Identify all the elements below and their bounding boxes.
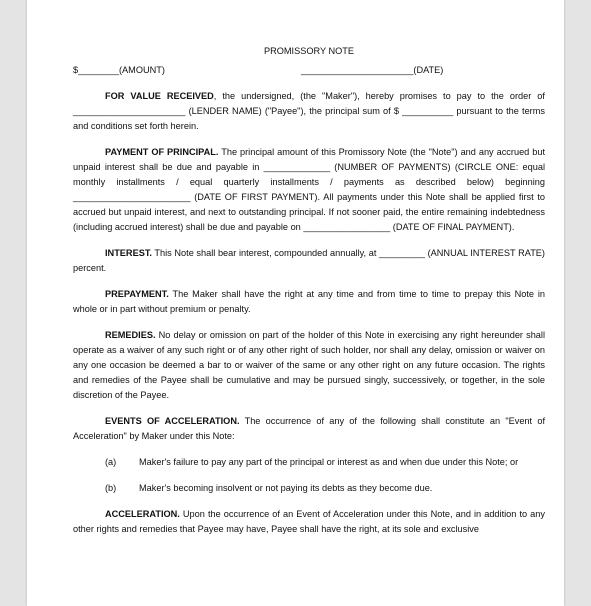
date-field: ______________________(DATE): [301, 65, 444, 75]
paragraph-remedies: [73, 328, 545, 403]
paragraph-events-of-acceleration: [73, 414, 545, 444]
paragraph-value-received: [73, 89, 545, 134]
paragraph-heading: INTEREST.: [105, 248, 152, 258]
document-title: PROMISSORY NOTE: [263, 46, 355, 56]
paragraph-text: The Maker shall have the right at any time and from time to time to prepay this Note in whole or in part without premium or penalty.: [73, 289, 545, 314]
paragraph-interest: [73, 246, 545, 276]
paragraph-heading: PAYMENT OF PRINCIPAL.: [105, 147, 219, 157]
paragraph-text: Upon the occurrence of an Event of Acceleration under this Note, and in addition to any other rights and remedies that Payee may have, Payee shall have the right, at its sole and exclusive: [73, 509, 545, 534]
amount-date-line: [73, 63, 545, 78]
paragraph-text: No delay or omission on part of the holder of this Note in exercising any right hereunder shall operate as a waiver of any such right or of any other right of such holder, nor shall any delay, omission or waiver on any one occasion be deemed a bar to or waiver of the same or any other right on any future occasion. The rights and remedies of the Payee shall be cumulative and may be pursued singly, successively, or together, in the sole discretion of the Payee.: [73, 330, 545, 400]
paragraph-acceleration: [73, 507, 545, 537]
paragraph-text: The principal amount of this Promissory Note (the "Note") and any accrued but unpaid interest shall be due and payable in _____________ (NUMBER OF PAYMENTS) (CIRCLE ONE: equal monthly installments / equal quarterly installments / payments as described below) beginning _______________________ (DATE OF FIRST PAYMENT). All payments under this Note shall be applied first to accrued but unpaid interest, and next to outstanding principal. If not sooner paid, the entire remaining indebtedness (including accrued interest) shall be due and payable on _________________ (DATE OF FINAL PAYMENT).: [73, 147, 546, 232]
document-body: [73, 44, 545, 537]
paragraph-heading: FOR VALUE RECEIVED: [105, 91, 214, 101]
paragraph-heading: ACCELERATION.: [105, 509, 180, 519]
list-item-label: (b): [105, 483, 117, 493]
paragraph-prepayment: [73, 287, 545, 317]
paragraph-text: The occurrence of any of the following shall constitute an "Event of Acceleration" by Maker under this Note:: [73, 416, 545, 441]
list-item: [73, 481, 545, 496]
paragraph-payment-of-principal: [73, 145, 545, 235]
list-item-label: (a): [105, 457, 117, 467]
list-item-text: Maker's failure to pay any part of the principal or interest as and when due under this Note; or: [139, 457, 519, 467]
paragraph-heading: EVENTS OF ACCELERATION.: [105, 416, 240, 426]
paragraph-text: , the undersigned, (the "Maker"), hereby promises to pay to the order of ______________________ (LENDER NAME) ("Payee"), the principal sum of $ __________ pursuant to the terms and conditions set forth herein.: [73, 91, 545, 131]
list-item: [73, 455, 545, 470]
amount-field: $________(AMOUNT): [73, 65, 165, 75]
list-item-text: Maker's becoming insolvent or not paying its debts as they become due.: [139, 483, 433, 493]
paragraph-heading: REMEDIES.: [105, 330, 156, 340]
paragraph-text: This Note shall bear interest, compounded annually, at _________ (ANNUAL INTEREST RATE) percent.: [73, 248, 545, 273]
document-page: [27, 0, 564, 606]
paragraph-heading: PREPAYMENT.: [105, 289, 169, 299]
